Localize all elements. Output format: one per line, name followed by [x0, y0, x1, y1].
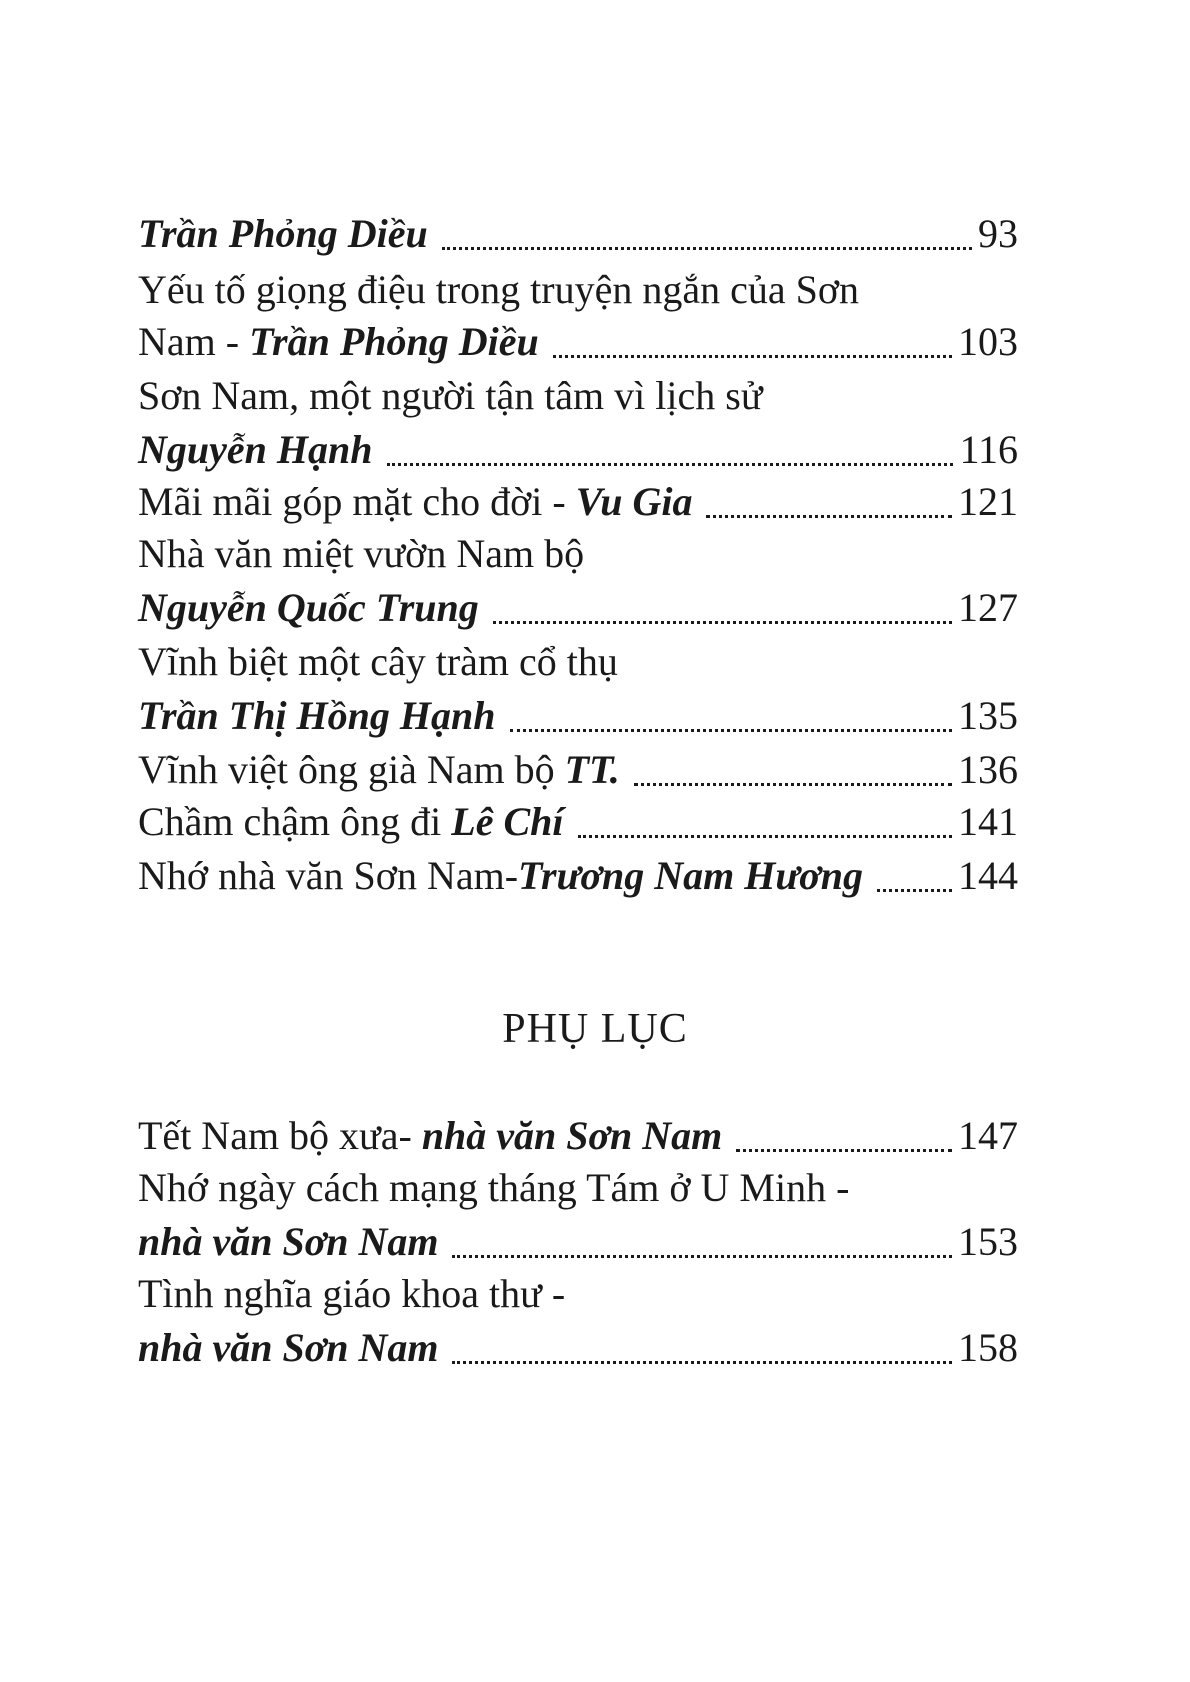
page-number: 121: [958, 479, 1018, 524]
page-number: 153: [958, 1219, 1018, 1264]
entry-title: Chầm chậm ông đi: [138, 799, 452, 844]
entry-title: Tết Nam bộ xưa-: [138, 1113, 422, 1158]
page-number: 147: [958, 1113, 1018, 1158]
page-number: 127: [958, 585, 1018, 630]
entry-author: Trương Nam Hương: [518, 853, 864, 898]
appendix-heading: PHỤ LỤC: [502, 1006, 688, 1052]
toc-entry: [138, 1322, 1018, 1374]
entry-title: Nhớ ngày cách mạng tháng Tám ở U Minh -: [138, 1165, 850, 1210]
entry-author: Vu Gia: [575, 479, 693, 524]
entry-title: Tình nghĩa giáo khoa thư -: [138, 1271, 566, 1316]
entry-author: nhà văn Sơn Nam: [421, 1113, 723, 1158]
toc-entry: [138, 1216, 1018, 1268]
entry-title: Sơn Nam, một người tận tâm vì lịch sử: [138, 373, 763, 418]
toc-entry: [138, 1162, 1018, 1214]
entry-author: Nguyễn Quốc Trung: [138, 585, 479, 630]
appendix-contents: [138, 0, 1018, 1682]
page-number: 135: [958, 693, 1018, 738]
page-number: 116: [959, 427, 1018, 472]
entry-author: nhà văn Sơn Nam: [138, 1325, 439, 1370]
entry-author: Trần Phỏng Diều: [138, 211, 428, 256]
dot-leader: [736, 1149, 952, 1152]
toc-entry: [138, 1110, 1018, 1162]
entry-author: Trần Thị Hồng Hạnh: [138, 693, 496, 738]
entry-author: TT.: [564, 747, 620, 792]
entry-title: Yếu tố giọng điệu trong truyện ngắn của Sơn: [138, 267, 860, 312]
page-number: 158: [958, 1325, 1018, 1370]
entry-author: nhà văn Sơn Nam: [138, 1219, 439, 1264]
entry-author: Nguyễn Hạnh: [138, 427, 373, 472]
page-number: 141: [958, 799, 1018, 844]
entry-author: Lê Chí: [451, 799, 564, 844]
page-number: 103: [958, 319, 1018, 364]
toc-entry: [138, 1268, 1018, 1320]
entry-author: Trần Phỏng Diều: [249, 319, 539, 364]
entry-title: Nhà văn miệt vườn Nam bộ: [138, 531, 585, 576]
dot-leader: [452, 1255, 952, 1258]
entry-title: Mãi mãi góp mặt cho đời -: [138, 479, 576, 524]
dot-leader: [452, 1361, 952, 1364]
entry-title: Nhớ nhà văn Sơn Nam-: [138, 853, 519, 898]
page-number: 136: [958, 747, 1018, 792]
page-number: 93: [978, 211, 1018, 256]
page-number: 144: [958, 853, 1018, 898]
entry-title: Vĩnh việt ông già Nam bộ: [138, 747, 565, 792]
entry-title: Vĩnh biệt một cây tràm cổ thụ: [138, 639, 618, 684]
entry-title: Nam -: [138, 319, 250, 364]
